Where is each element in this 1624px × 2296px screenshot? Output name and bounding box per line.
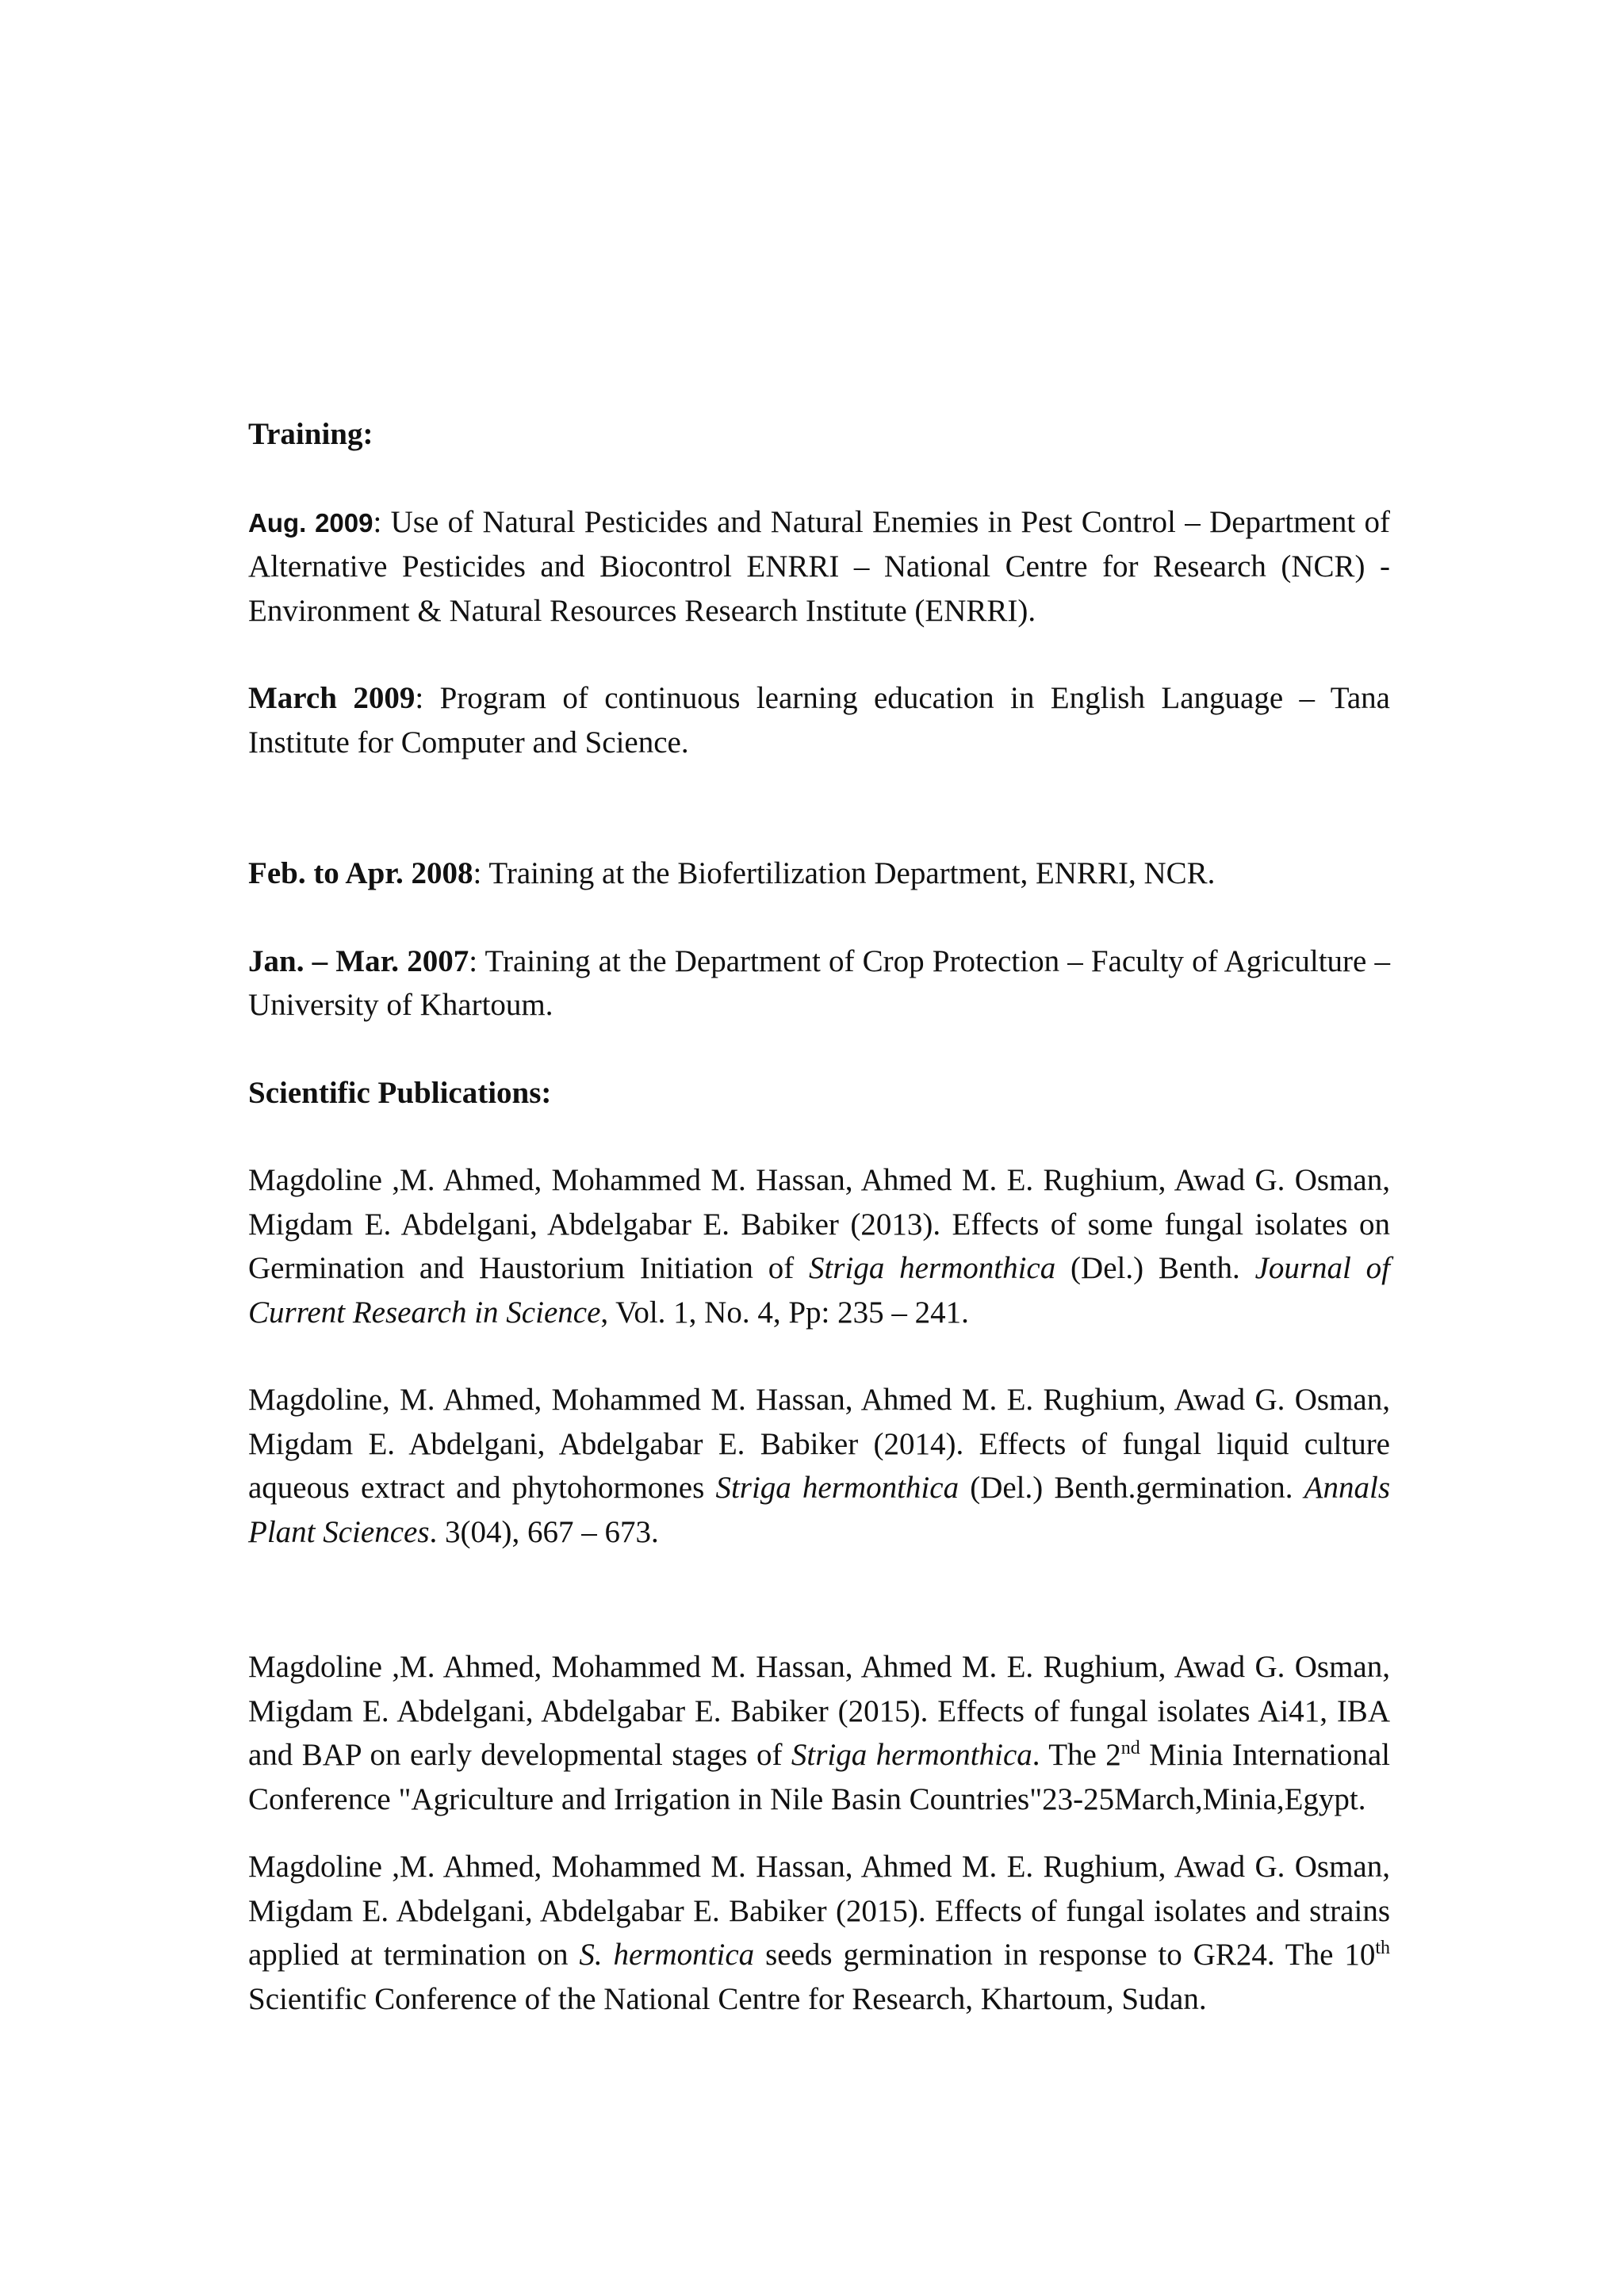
- publication-item: [248, 1645, 1390, 1821]
- publication-item: [248, 1158, 1390, 1334]
- training-entry-date: Aug. 2009: [248, 507, 373, 538]
- training-entry-2008: [248, 851, 1390, 896]
- document-body: [248, 412, 1390, 2021]
- species-name: Striga hermonthica: [715, 1471, 959, 1505]
- publication-text: seeds germination in response to GR24. The 10: [754, 1938, 1376, 1972]
- training-entry-2007: [248, 939, 1390, 1027]
- training-entry-aug-2009: [248, 500, 1390, 633]
- training-entry-date: Jan. – Mar. 2007: [248, 943, 469, 978]
- ordinal-suffix: nd: [1120, 1738, 1140, 1758]
- publication-text: . The 2: [1032, 1738, 1121, 1772]
- ordinal-suffix: th: [1375, 1938, 1390, 1958]
- training-entry-text: : Training at the Biofertilization Department, ENRRI, NCR.: [473, 856, 1216, 890]
- publication-item: [248, 1845, 1390, 2021]
- training-entry-text: : Training at the Department of Crop Protection – Faculty of Agriculture – University of Khartoum.: [248, 943, 1391, 1022]
- training-entry-text: : Use of Natural Pesticides and Natural Enemies in Pest Control – Department of Alternative Pesticides and Biocontrol ENRRI – National Centre for Research (NCR) - Environment & Natural Resources Research Institute (ENRRI).: [248, 504, 1390, 628]
- publication-text: Minia International Conference "Agriculture and Irrigation in Nile Basin Countries"23-25March,Minia,Egypt.: [248, 1738, 1390, 1816]
- training-heading: Training:: [248, 417, 373, 451]
- training-entry-mar-2009: [248, 676, 1390, 764]
- publication-text: Magdoline, M. Ahmed, Mohammed M. Hassan, Ahmed M. E. Rughium, Awad G. Osman, Migdam E. Abdelgani, Abdelgabar E. Babiker (2014). Effects of fungal liquid culture aqueous extract and phytohormones: [248, 1383, 1390, 1505]
- journal-name: Annals Plant Sciences: [248, 1471, 1391, 1549]
- publication-text: Magdoline ,M. Ahmed, Mohammed M. Hassan, Ahmed M. E. Rughium, Awad G. Osman, Migdam E. Abdelgani, Abdelgabar E. Babiker (2015). Effects of fungal isolates Ai41, IBA and BAP on early developmental stages of: [248, 1650, 1390, 1772]
- training-entry-date: March 2009: [248, 681, 416, 715]
- species-name: Striga hermonthica: [808, 1251, 1056, 1285]
- publication-text: , Vol. 1, No. 4, Pp: 235 – 241.: [600, 1295, 969, 1330]
- publication-text: (Del.) Benth.: [1055, 1251, 1255, 1285]
- publication-item: [248, 1378, 1390, 1554]
- publication-text: Magdoline ,M. Ahmed, Mohammed M. Hassan, Ahmed M. E. Rughium, Awad G. Osman, Migdam E. Abdelgani, Abdelgabar E. Babiker (2013). Effects of some fungal isolates on Germination and Haustorium Initiation of: [248, 1163, 1390, 1285]
- publication-text: Scientific Conference of the National Centre for Research, Khartoum, Sudan.: [248, 1981, 1207, 2016]
- publication-text: . 3(04), 667 – 673.: [429, 1514, 659, 1549]
- training-entry-text: : Program of continuous learning education in English Language – Tana Institute for Computer and Science.: [248, 681, 1390, 760]
- journal-name: Journal of Current Research in Science: [248, 1251, 1391, 1330]
- species-name: Striga hermonthica: [791, 1738, 1032, 1772]
- training-entry-date: Feb. to Apr. 2008: [248, 856, 473, 890]
- publications-heading: Scientific Publications:: [248, 1075, 552, 1110]
- publication-text: Magdoline ,M. Ahmed, Mohammed M. Hassan, Ahmed M. E. Rughium, Awad G. Osman, Migdam E. Abdelgani, Abdelgabar E. Babiker (2015). Effects of fungal isolates and strains applied at termination on: [248, 1850, 1390, 1972]
- publication-text: (Del.) Benth.germination.: [959, 1471, 1304, 1505]
- species-name: S. hermontica: [579, 1938, 755, 1972]
